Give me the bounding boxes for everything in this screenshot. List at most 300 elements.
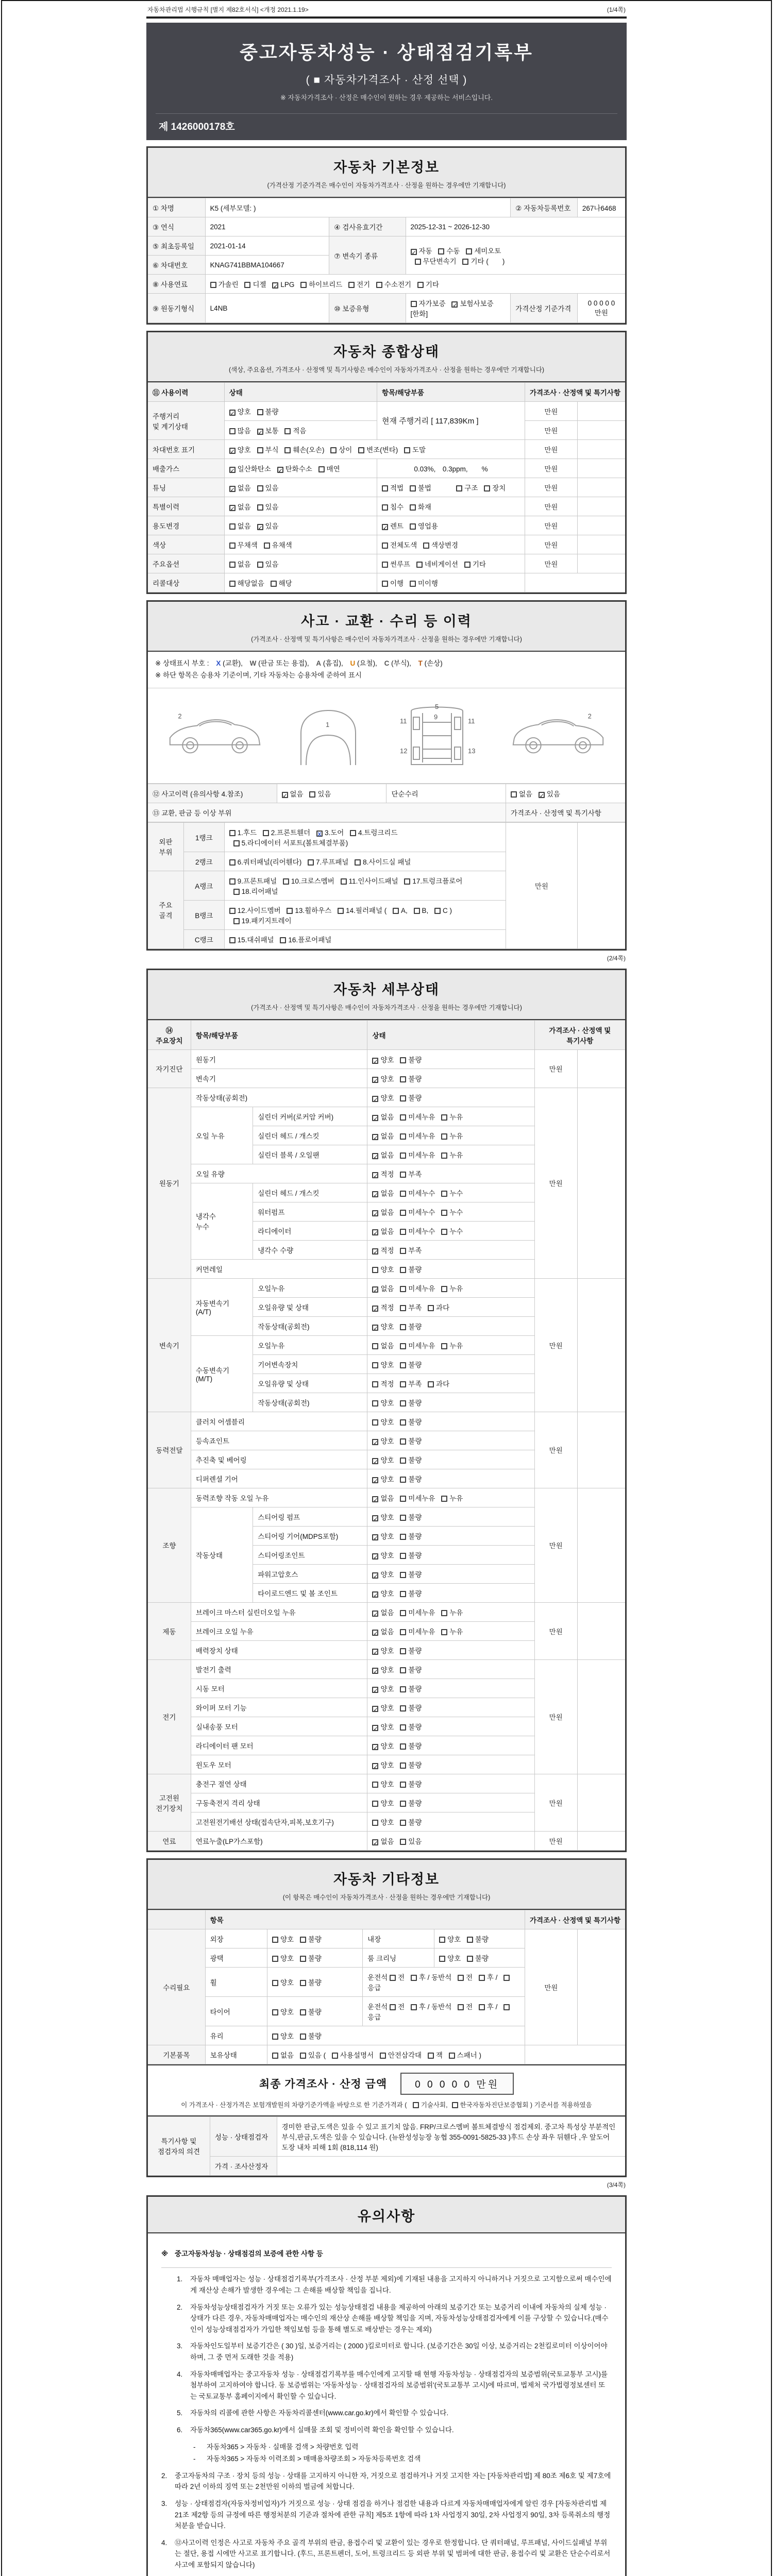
table-cell: ✓ 양호 불량: [367, 1316, 534, 1335]
checkbox[interactable]: [283, 878, 289, 885]
checkbox[interactable]: [284, 447, 291, 453]
checkbox[interactable]: [372, 1458, 378, 1464]
checkbox[interactable]: [415, 259, 421, 265]
table-cell: 양호 불량: [434, 1948, 525, 1967]
table-cell: ✓ 양호 불량: [367, 1717, 534, 1736]
checkbox[interactable]: [400, 1515, 406, 1521]
checkbox[interactable]: [400, 1496, 406, 1502]
checkbox[interactable]: [441, 1191, 447, 1197]
notice-item-text: 중고자동차의 구조 · 장치 등의 성능 · 상태를 고지하지 아니한 자, 거짓으로 점검하거나 거짓 고지한 자는 [자동차관리법] 제 80조 제6호 및 제7호에 따라 2년 이하의 징역 또는 2천만원 이하의 벌금에 처합니다.: [175, 2471, 611, 2491]
etc-info-section: [146, 1858, 627, 2177]
checkbox[interactable]: [400, 1153, 406, 1159]
checkbox[interactable]: [372, 1496, 378, 1502]
row-label: 가격 · 조사산정자: [210, 2156, 277, 2175]
checkbox[interactable]: [438, 248, 444, 255]
table-row: [148, 440, 625, 459]
table-cell: 수동변속기 (M/T): [191, 1335, 253, 1412]
table-cell: 워터펌프: [253, 1202, 367, 1221]
checkbox[interactable]: [400, 1648, 406, 1654]
checkbox[interactable]: [400, 1743, 406, 1750]
table-row: [148, 275, 625, 294]
table-cell: 15.대쉬패널 16.플로어패널: [224, 929, 506, 948]
checkbox[interactable]: [257, 429, 263, 435]
checkbox[interactable]: [400, 1133, 406, 1140]
checkbox[interactable]: [434, 908, 441, 914]
checkbox[interactable]: [439, 1937, 445, 1943]
checkbox[interactable]: [382, 524, 388, 530]
checkbox[interactable]: [372, 1439, 378, 1445]
checkbox[interactable]: [400, 1076, 406, 1082]
checkbox[interactable]: [428, 1381, 434, 1387]
checkbox[interactable]: [479, 1975, 485, 1981]
checkbox[interactable]: [372, 1325, 378, 1331]
checkbox[interactable]: [441, 1286, 447, 1292]
checkbox[interactable]: [229, 830, 236, 836]
checkbox[interactable]: [441, 1496, 447, 1502]
checkbox[interactable]: [410, 504, 416, 511]
checkbox[interactable]: [400, 1229, 406, 1235]
checkbox[interactable]: [257, 562, 263, 568]
checkbox[interactable]: [233, 918, 240, 924]
checkbox[interactable]: [464, 562, 470, 568]
table-cell: 타이어: [205, 1996, 267, 2026]
checkbox[interactable]: [382, 562, 388, 568]
checkbox[interactable]: [264, 543, 270, 549]
checkbox[interactable]: [372, 1381, 378, 1387]
checkbox[interactable]: [479, 2004, 485, 2010]
checkbox[interactable]: [372, 1630, 378, 1636]
checkbox[interactable]: [400, 1553, 406, 1559]
table-cell: 양호 불량: [267, 2026, 525, 2045]
checkbox[interactable]: [400, 1172, 406, 1178]
row-label: 동력전달: [148, 1412, 191, 1488]
table-cell: 양호 불량: [267, 1967, 362, 1996]
checkbox[interactable]: [400, 1248, 406, 1254]
checkbox[interactable]: [257, 485, 263, 492]
checkbox[interactable]: [257, 447, 263, 453]
checkbox[interactable]: [372, 1477, 378, 1483]
checkbox[interactable]: [372, 1343, 378, 1349]
notice-item-number: 3.: [177, 2342, 183, 2350]
checkbox[interactable]: [439, 1956, 445, 1962]
checkbox[interactable]: [372, 1572, 378, 1579]
column-header: ⑭ 주요장치: [148, 1020, 191, 1049]
checkbox[interactable]: [229, 523, 236, 530]
notice-item-number: 2.: [161, 2471, 167, 2480]
checkbox[interactable]: [229, 859, 236, 866]
checkbox[interactable]: [413, 2102, 419, 2108]
checkbox[interactable]: [400, 1686, 406, 1692]
checkbox[interactable]: [309, 791, 315, 798]
row-label: 특별이력: [148, 497, 224, 516]
checkbox[interactable]: [449, 2053, 455, 2059]
checkbox[interactable]: [372, 1400, 378, 1406]
checkbox[interactable]: [229, 581, 236, 587]
checkbox[interactable]: [451, 301, 458, 308]
checkbox[interactable]: [372, 1706, 378, 1712]
checkbox[interactable]: [358, 447, 364, 453]
checkbox[interactable]: [372, 1096, 378, 1102]
checkbox[interactable]: [393, 908, 399, 914]
checkbox[interactable]: [462, 259, 468, 265]
diagram-label: 5: [435, 702, 439, 710]
notice-item-number: 2.: [177, 2303, 183, 2311]
checkbox[interactable]: [404, 447, 410, 453]
diagram-label: 12: [400, 747, 408, 755]
checkbox[interactable]: [372, 1058, 378, 1064]
checkbox[interactable]: [417, 282, 424, 288]
checkbox[interactable]: [456, 485, 462, 492]
table-cell: 9.프론트패널 10.크로스멤버 11.인사이드패널 17.트렁크플로어 18.리어패널: [224, 871, 506, 900]
checkbox[interactable]: [308, 859, 314, 866]
checkbox[interactable]: [372, 1763, 378, 1769]
table-cell: 브레이크 오일 누유: [191, 1621, 367, 1640]
table-cell: 없음 미세누유 누유: [367, 1335, 534, 1354]
table-cell: 만원: [525, 535, 578, 554]
etc-info-table: [148, 1910, 625, 2064]
table-cell: ✓ 양호 불량: [367, 1640, 534, 1659]
checkbox[interactable]: [316, 831, 323, 837]
checkbox[interactable]: [372, 1668, 378, 1674]
car-top-front-diagram: [290, 704, 367, 767]
checkbox[interactable]: [441, 1114, 447, 1121]
table-cell: 기어변속장치: [253, 1354, 367, 1374]
table-row: [148, 383, 625, 402]
checkbox[interactable]: [400, 1343, 406, 1349]
checkbox[interactable]: [411, 301, 417, 307]
checkbox[interactable]: [452, 2102, 458, 2108]
checkbox[interactable]: [272, 2053, 278, 2059]
checkbox[interactable]: [441, 1610, 447, 1616]
checkbox[interactable]: [318, 466, 325, 472]
checkbox[interactable]: [503, 1975, 510, 1981]
checkbox[interactable]: [372, 1820, 378, 1826]
table-row: [148, 459, 625, 478]
checkbox[interactable]: [410, 523, 416, 530]
car-frame-diagram: [391, 702, 483, 770]
checkbox[interactable]: [330, 447, 337, 453]
table-cell: 광택: [205, 1948, 267, 1967]
checkbox[interactable]: [458, 2004, 464, 2010]
checkbox[interactable]: [400, 1705, 406, 1711]
row-label: ⑤ 최초등록일: [148, 236, 205, 256]
table-row: [148, 402, 625, 421]
checkbox[interactable]: [300, 1980, 306, 1986]
checkbox[interactable]: [372, 1210, 378, 1216]
checkbox[interactable]: [272, 1956, 278, 1962]
checkbox[interactable]: [390, 2004, 396, 2010]
checkbox[interactable]: [244, 282, 250, 288]
checkbox[interactable]: [400, 1267, 406, 1273]
checkbox[interactable]: [400, 1419, 406, 1426]
checkbox[interactable]: [400, 1286, 406, 1292]
checkbox[interactable]: [400, 1381, 406, 1387]
damage-code-letter: X: [216, 659, 221, 667]
checkbox[interactable]: [272, 1980, 278, 1986]
checkbox[interactable]: [400, 1114, 406, 1121]
checkbox[interactable]: [400, 1762, 406, 1769]
checkbox[interactable]: [271, 581, 277, 587]
row-label: ⑫ 사고이력 (유의사항 4.참조): [148, 784, 277, 803]
checkbox[interactable]: [400, 1820, 406, 1826]
row-label: B랭크: [183, 900, 224, 929]
checkbox[interactable]: [382, 543, 388, 549]
checkbox[interactable]: [411, 1975, 417, 1981]
section-title: 자동차 기타정보: [333, 1871, 440, 1887]
checkbox[interactable]: [382, 581, 388, 587]
checkbox[interactable]: [272, 2033, 278, 2040]
checkbox[interactable]: [355, 859, 361, 866]
checkbox[interactable]: [300, 2033, 306, 2040]
table-cell: 실내송풍 모터: [191, 1717, 367, 1736]
table-cell: 운전석 전 후 / 동반석 전 후 / 응급: [363, 1967, 525, 1996]
checkbox[interactable]: [229, 878, 236, 885]
checkbox[interactable]: [300, 2009, 306, 2015]
checkbox[interactable]: [390, 1975, 396, 1981]
table-cell: 배력장치 상태: [191, 1640, 367, 1659]
table-cell: 양호 불량: [367, 1793, 534, 1812]
checkbox[interactable]: [441, 1629, 447, 1635]
checkbox[interactable]: [229, 410, 236, 416]
checkbox[interactable]: [539, 792, 545, 798]
table-cell: ✓ 적정 부족: [367, 1164, 534, 1183]
checkbox[interactable]: [441, 1210, 447, 1216]
checkbox[interactable]: [372, 1839, 378, 1845]
checkbox[interactable]: [441, 1229, 447, 1235]
row-label: ② 자동차등록번호: [511, 198, 578, 217]
table-cell: ✓ 없음 미세누유 누유: [367, 1278, 534, 1297]
checkbox[interactable]: [400, 1324, 406, 1330]
checkbox[interactable]: [210, 282, 216, 288]
checkbox[interactable]: [350, 830, 356, 836]
checkbox[interactable]: [400, 1610, 406, 1616]
checkbox[interactable]: [372, 1134, 378, 1140]
page-marker-2: (2/4쪽): [607, 954, 626, 962]
checkbox[interactable]: [300, 1937, 306, 1943]
checkbox[interactable]: [272, 282, 278, 289]
table-cell: 만원: [534, 1488, 577, 1602]
table-cell: ✓ 없음 미세누유 누유: [367, 1602, 534, 1621]
checkbox[interactable]: [372, 1725, 378, 1731]
checkbox[interactable]: [277, 467, 283, 473]
table-row: [148, 803, 625, 822]
checkbox[interactable]: [400, 1724, 406, 1731]
checkbox[interactable]: [348, 282, 355, 288]
checkbox[interactable]: [229, 448, 236, 454]
checkbox[interactable]: [400, 1400, 406, 1406]
checkbox[interactable]: [400, 1210, 406, 1216]
checkbox[interactable]: [400, 1438, 406, 1445]
table-cell: 커먼레일: [191, 1259, 367, 1278]
checkbox[interactable]: [441, 1343, 447, 1349]
checkbox[interactable]: [263, 830, 269, 836]
checkbox[interactable]: [372, 1782, 378, 1788]
checkbox[interactable]: [372, 1419, 378, 1426]
checkbox[interactable]: [332, 2053, 338, 2059]
checkbox[interactable]: [410, 581, 416, 587]
checkbox[interactable]: [428, 2053, 434, 2059]
checkbox[interactable]: [372, 1515, 378, 1521]
checkbox[interactable]: [372, 1362, 378, 1368]
table-cell: 1.후드 2.프론트휀더 X3.도어 4.트렁크리드 5.라디에이터 서포트(볼트체결부품): [224, 822, 506, 852]
checkbox[interactable]: [372, 1077, 378, 1083]
checkbox[interactable]: [511, 791, 517, 798]
checkbox[interactable]: [400, 1667, 406, 1673]
checkbox[interactable]: [372, 1306, 378, 1312]
checkbox[interactable]: [441, 1153, 447, 1159]
checkbox[interactable]: [400, 1095, 406, 1101]
row-label: ⑨ 원동기형식: [148, 294, 205, 323]
checkbox[interactable]: [400, 1591, 406, 1597]
table-cell: 시동 모터: [191, 1679, 367, 1698]
notice-item-text: 자동차365 > 자동차 이력조회 > 매매용차량조회 > 자동차등록번호 검색: [207, 2455, 421, 2463]
checkbox[interactable]: [400, 1458, 406, 1464]
row-label: A랭크: [183, 871, 224, 900]
checkbox[interactable]: [372, 1649, 378, 1655]
table-cell: 운전석 전 후 / 동반석 전 후 / 응급: [363, 1996, 525, 2026]
checkbox[interactable]: [272, 1937, 278, 1943]
checkbox[interactable]: [467, 1937, 473, 1943]
checkbox[interactable]: [372, 1611, 378, 1617]
checkbox[interactable]: [229, 908, 236, 914]
checkbox[interactable]: [341, 878, 347, 885]
checkbox[interactable]: [382, 485, 388, 492]
table-cell: ✓ 양호 불량: [367, 1088, 534, 1107]
table-row: [148, 1659, 625, 1679]
row-label: 주행거리 및 계기상태: [148, 402, 224, 440]
checkbox[interactable]: [229, 562, 236, 568]
table-cell: 오일누유: [253, 1278, 367, 1297]
table-cell: 오일유량 및 상태: [253, 1297, 367, 1316]
table-cell: 고전원전기배선 상태(접속단자,피복,보호기구): [191, 1812, 367, 1831]
checkbox[interactable]: [411, 2004, 417, 2010]
checkbox[interactable]: [282, 792, 288, 798]
checkbox[interactable]: [400, 1057, 406, 1063]
checkbox[interactable]: [284, 428, 291, 434]
checkbox[interactable]: [372, 1248, 378, 1255]
final-price-value: 0 0 0 0 0 만원: [400, 2073, 514, 2095]
checkbox[interactable]: [272, 2009, 278, 2015]
checkbox[interactable]: [484, 485, 490, 492]
section-title: 자동차 세부상태: [333, 981, 440, 997]
checkbox[interactable]: [300, 282, 307, 288]
checkbox[interactable]: [257, 504, 263, 511]
table-cell: 자동변속기 (A/T): [191, 1278, 253, 1335]
checkbox[interactable]: [300, 1956, 306, 1962]
table-cell: 냉각수 누수: [191, 1183, 253, 1259]
checkbox[interactable]: [233, 889, 240, 895]
table-cell: 양호 불량: [367, 1354, 534, 1374]
diagram-label: 1: [326, 720, 330, 728]
checkbox[interactable]: [287, 908, 293, 914]
checkbox[interactable]: [467, 1956, 473, 1962]
checkbox[interactable]: [280, 937, 286, 943]
checkbox[interactable]: [400, 1839, 406, 1845]
checkbox[interactable]: [410, 485, 416, 492]
checkbox[interactable]: [229, 543, 236, 549]
table-cell: 휠: [205, 1967, 267, 1996]
checkbox[interactable]: [372, 1229, 378, 1235]
checkbox[interactable]: [338, 908, 344, 914]
table-cell: ✓자동 수동 세미오토 무단변속기 기타 ( ): [406, 236, 625, 275]
checkbox[interactable]: [411, 249, 417, 255]
checkbox[interactable]: [400, 1191, 406, 1197]
table-row: [148, 1088, 625, 1107]
checkbox[interactable]: [372, 1591, 378, 1598]
checkbox[interactable]: [400, 1534, 406, 1540]
table-cell: [577, 1278, 625, 1412]
checkbox[interactable]: [414, 908, 420, 914]
checkbox[interactable]: [400, 1782, 406, 1788]
checkbox[interactable]: [441, 1133, 447, 1140]
table-cell: 파워고압호스: [253, 1564, 367, 1583]
checkbox[interactable]: [400, 1629, 406, 1635]
checkbox[interactable]: [400, 1572, 406, 1578]
checkbox[interactable]: [376, 282, 382, 288]
checkbox[interactable]: [229, 428, 236, 434]
checkbox[interactable]: [404, 878, 410, 885]
checkbox[interactable]: [257, 524, 263, 530]
table-cell: 가솔린 디젤 ✓LPG 하이브리드 전기 수소전기 기타: [205, 275, 625, 294]
row-label: 색상: [148, 535, 224, 554]
checkbox[interactable]: [458, 1975, 464, 1981]
checkbox[interactable]: [372, 1534, 378, 1540]
checkbox[interactable]: [229, 486, 236, 492]
table-cell: ✓ 없음 있음: [224, 497, 377, 516]
checkbox[interactable]: [423, 543, 429, 549]
detail-state-section: [146, 969, 627, 1852]
checkbox[interactable]: [257, 409, 263, 415]
checkbox[interactable]: [400, 1801, 406, 1807]
checkbox[interactable]: [466, 248, 472, 255]
checkbox[interactable]: [372, 1687, 378, 1693]
notice-item: [193, 2453, 612, 2465]
form-header: [146, 4, 627, 16]
checkbox[interactable]: [372, 1153, 378, 1159]
checkbox[interactable]: [382, 504, 388, 511]
table-cell: ✓ 양호 불량: [367, 1069, 534, 1088]
table-cell: 변속기: [191, 1069, 367, 1088]
checkbox[interactable]: [372, 1553, 378, 1560]
checkbox[interactable]: [372, 1267, 378, 1273]
checkbox[interactable]: [229, 467, 236, 473]
checkbox[interactable]: [372, 1801, 378, 1807]
checkbox[interactable]: [300, 2053, 306, 2059]
checkbox[interactable]: [372, 1744, 378, 1750]
checkbox[interactable]: [428, 1305, 434, 1311]
checkbox[interactable]: [372, 1172, 378, 1178]
checkbox[interactable]: [400, 1477, 406, 1483]
checkbox[interactable]: [503, 2004, 510, 2010]
checkbox[interactable]: [229, 505, 236, 511]
checkbox[interactable]: [372, 1191, 378, 1197]
checkbox[interactable]: [372, 1286, 378, 1293]
checkbox[interactable]: [372, 1115, 378, 1121]
damage-code-letter: U: [350, 659, 356, 667]
row-label: ⑩ 보증유형: [329, 294, 406, 323]
accident-history-header: [148, 602, 625, 652]
checkbox[interactable]: [416, 562, 423, 568]
checkbox[interactable]: [400, 1305, 406, 1311]
table-cell: ✓ 양호 불량: [367, 1698, 534, 1717]
checkbox[interactable]: [400, 1362, 406, 1368]
notice-item: [161, 2537, 612, 2571]
checkbox[interactable]: [380, 2053, 386, 2059]
table-cell: ✓ 없음 미세누유 누유: [367, 1107, 534, 1126]
checkbox[interactable]: [229, 937, 236, 943]
checkbox[interactable]: [233, 840, 240, 846]
table-cell: 12.사이드멤버 13.휠하우스 14.필러패널 ( A, B, C ) 19.패키지트레이: [224, 900, 506, 929]
